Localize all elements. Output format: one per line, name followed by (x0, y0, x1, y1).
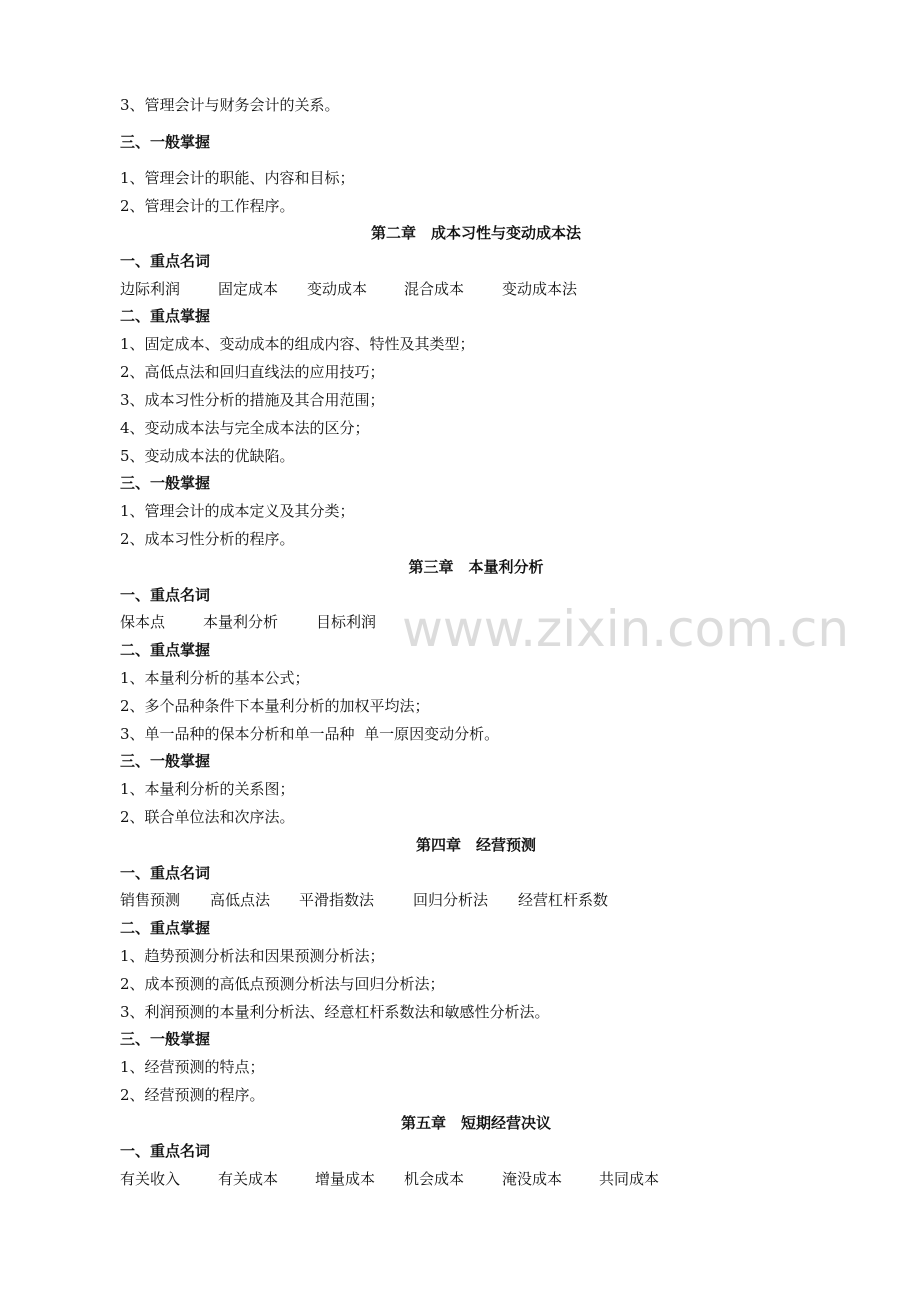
term: 变动成本 (307, 280, 368, 298)
term: 淹没成本 (502, 1170, 563, 1188)
chapter-title: 第五章 短期经营决议 (400, 1114, 551, 1132)
section-heading: 一、重点名词 (120, 252, 211, 270)
section-heading: 一、重点名词 (120, 864, 211, 882)
term: 平滑指数法 (299, 891, 375, 909)
chapter-title: 第二章 成本习性与变动成本法 (370, 224, 581, 242)
text-line: 2、联合单位法和次序法。 (120, 808, 295, 826)
term: 销售预测 (120, 891, 181, 909)
text-line: 4、变动成本法与完全成本法的区分； (120, 419, 370, 437)
section-heading: 三、一般掌握 (120, 474, 211, 492)
term: 高低点法 (210, 891, 271, 909)
text-line: 2、成本习性分析的程序。 (120, 530, 295, 548)
text-line: 3、利润预测的本量利分析法、经意杠杆系数法和敏感性分析法。 (120, 1003, 550, 1021)
text-line: 1、经营预测的特点； (120, 1058, 265, 1076)
term: 目标利润 (316, 613, 377, 631)
text-line: 1、本量利分析的基本公式； (120, 669, 310, 687)
section-heading: 三、一般掌握 (120, 752, 211, 770)
section-heading: 一、重点名词 (120, 586, 211, 604)
term: 经营杠杆系数 (518, 891, 609, 909)
chapter-title: 第四章 经营预测 (415, 836, 536, 854)
text-line: 1、本量利分析的关系图； (120, 780, 295, 798)
term: 变动成本法 (502, 280, 578, 298)
section-heading: 二、重点掌握 (120, 919, 211, 937)
text-line: 2、多个品种条件下本量利分析的加权平均法； (120, 697, 430, 715)
text-line: 1、管理会计的职能、内容和目标； (120, 169, 355, 187)
section-heading: 一、重点名词 (120, 1142, 211, 1160)
term: 机会成本 (404, 1170, 465, 1188)
text-line: 3、单一品种的保本分析和单一品种 单一原因变动分析。 (120, 725, 500, 743)
term: 保本点 (120, 613, 166, 631)
term: 有关收入 (120, 1170, 181, 1188)
watermark: www.zixin.com.cn (402, 600, 850, 658)
section-heading: 三、一般掌握 (120, 133, 211, 151)
text-line: 5、变动成本法的优缺陷。 (120, 447, 295, 465)
term: 增量成本 (315, 1170, 376, 1188)
text-line: 3、管理会计与财务会计的关系。 (120, 96, 340, 114)
term: 混合成本 (404, 280, 465, 298)
text-line: 1、趋势预测分析法和因果预测分析法； (120, 947, 385, 965)
section-heading: 二、重点掌握 (120, 641, 211, 659)
term: 固定成本 (218, 280, 279, 298)
term: 共同成本 (599, 1170, 660, 1188)
term: 本量利分析 (203, 613, 279, 631)
text-line: 1、固定成本、变动成本的组成内容、特性及其类型； (120, 335, 475, 353)
text-line: 3、成本习性分析的措施及其合用范围； (120, 391, 385, 409)
text-line: 2、管理会计的工作程序。 (120, 197, 295, 215)
chapter-title: 第三章 本量利分析 (408, 558, 544, 576)
text-line: 2、成本预测的高低点预测分析法与回归分析法； (120, 975, 445, 993)
term: 有关成本 (218, 1170, 279, 1188)
section-heading: 二、重点掌握 (120, 307, 211, 325)
term: 回归分析法 (413, 891, 489, 909)
text-line: 1、管理会计的成本定义及其分类； (120, 502, 355, 520)
section-heading: 三、一般掌握 (120, 1030, 211, 1048)
text-line: 2、经营预测的程序。 (120, 1086, 265, 1104)
text-line: 2、高低点法和回归直线法的应用技巧； (120, 363, 385, 381)
term: 边际利润 (120, 280, 181, 298)
